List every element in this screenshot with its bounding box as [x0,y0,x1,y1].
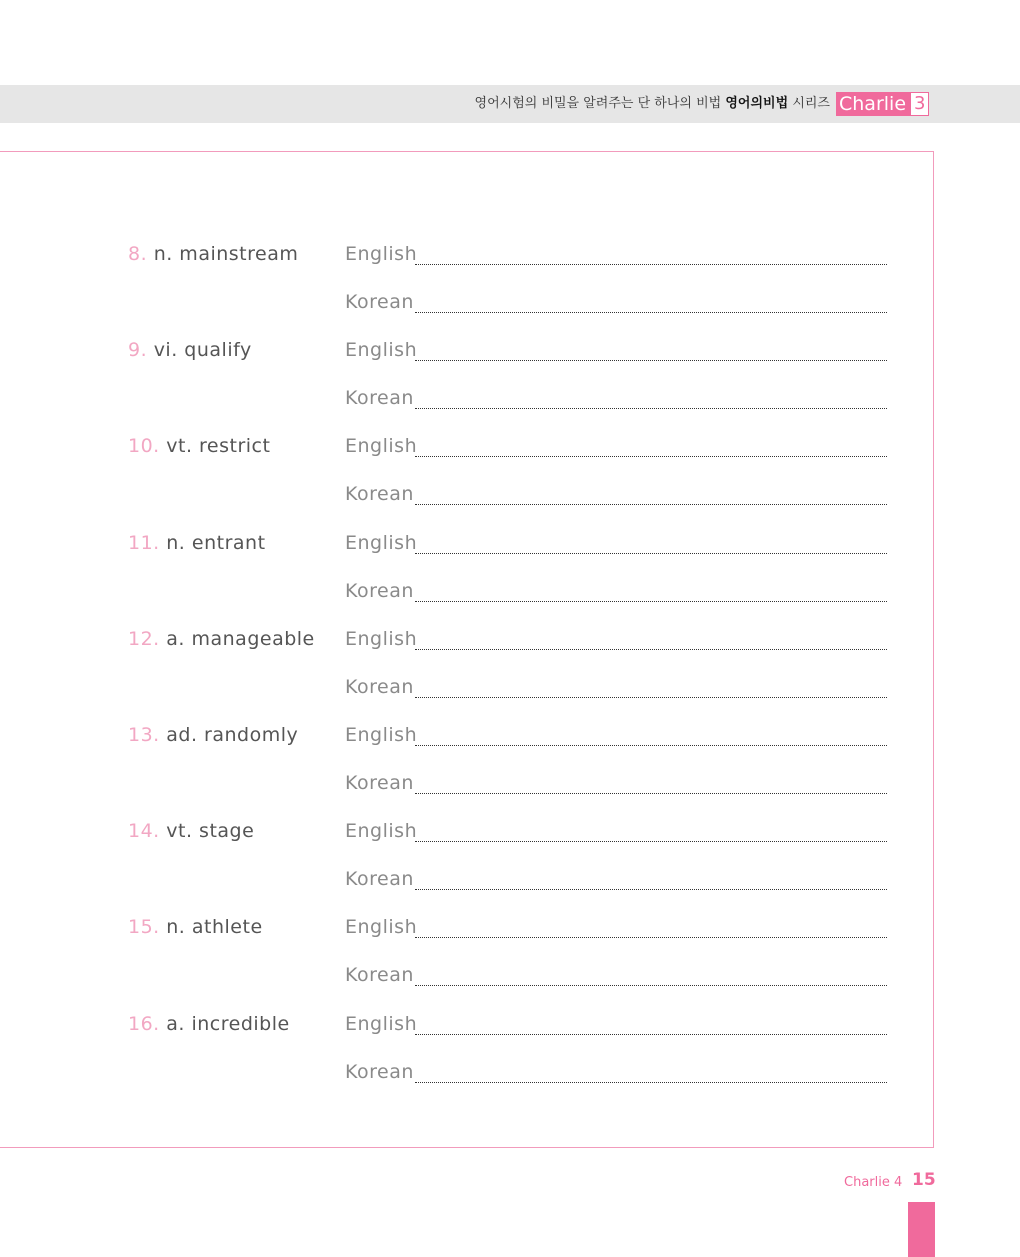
korean-label: Korean [345,964,414,986]
page-number: 15 [912,1170,936,1190]
vocab-word: a. incredible [166,1013,290,1035]
english-label: English [345,435,418,457]
vocab-entry [0,626,1020,656]
english-answer-line[interactable] [415,840,887,842]
vocab-entry-korean [0,770,1020,800]
english-label: English [345,628,418,650]
vocab-number: 10. [128,435,160,457]
korean-label: Korean [345,580,414,602]
vocab-number: 11. [128,532,160,554]
korean-answer-line[interactable] [415,1081,887,1083]
korean-label: Korean [345,291,414,313]
vocab-entry [0,722,1020,752]
korean-label: Korean [345,868,414,890]
english-label: English [345,724,418,746]
vocab-word: n. mainstream [153,243,299,265]
tagline-suffix: 시리즈 [792,96,830,111]
series-name: Charlie [836,92,910,116]
english-answer-line[interactable] [415,936,887,938]
series-number: 3 [910,92,929,116]
vocab-number: 14. [128,820,160,842]
vocab-entry-korean [0,962,1020,992]
english-answer-line[interactable] [415,744,887,746]
vocab-entry [0,433,1020,463]
vocab-entry [0,530,1020,560]
vocab-term [128,530,266,556]
vocab-entry-korean [0,1059,1020,1089]
vocab-term [128,1011,290,1037]
english-answer-line[interactable] [415,359,887,361]
vocab-term [128,433,270,459]
vocab-entry-korean [0,481,1020,511]
english-answer-line[interactable] [415,263,887,265]
header-tagline [475,94,830,114]
english-label: English [345,1013,418,1035]
korean-answer-line[interactable] [415,984,887,986]
english-answer-line[interactable] [415,455,887,457]
english-label: English [345,916,418,938]
vocab-number: 16. [128,1013,160,1035]
korean-answer-line[interactable] [415,888,887,890]
vocab-term [128,241,298,267]
vocab-number: 9. [128,339,148,361]
vocab-word: ad. randomly [166,724,299,746]
vocab-number: 12. [128,628,160,650]
vocab-term [128,626,315,652]
vocab-term [128,914,263,940]
vocab-number: 13. [128,724,160,746]
korean-label: Korean [345,387,414,409]
vocab-entry-korean [0,578,1020,608]
vocab-word: n. athlete [166,916,263,938]
korean-label: Korean [345,483,414,505]
english-label: English [345,339,418,361]
series-logo [836,92,929,116]
vocab-entry [0,337,1020,367]
vocab-word: vt. restrict [166,435,271,457]
vocab-term [128,337,252,363]
vocab-entry-korean [0,674,1020,704]
vocab-entry [0,818,1020,848]
vocab-term [128,818,254,844]
korean-label: Korean [345,1061,414,1083]
korean-answer-line[interactable] [415,600,887,602]
vocab-word: vt. stage [166,820,255,842]
korean-answer-line[interactable] [415,407,887,409]
vocab-word: vi. qualify [153,339,252,361]
vocab-entry [0,1011,1020,1041]
page-tab [908,1202,935,1257]
korean-label: Korean [345,676,414,698]
vocab-entry-korean [0,385,1020,415]
vocab-entry [0,914,1020,944]
vocab-word: n. entrant [166,532,266,554]
korean-answer-line[interactable] [415,311,887,313]
english-label: English [345,532,418,554]
vocab-entry [0,241,1020,271]
english-answer-line[interactable] [415,1033,887,1035]
korean-answer-line[interactable] [415,503,887,505]
vocab-number: 15. [128,916,160,938]
vocab-entry-korean [0,289,1020,319]
english-answer-line[interactable] [415,648,887,650]
vocab-term [128,722,298,748]
vocab-entry-korean [0,866,1020,896]
english-label: English [345,820,418,842]
korean-answer-line[interactable] [415,792,887,794]
vocab-number: 8. [128,243,148,265]
korean-label: Korean [345,772,414,794]
english-label: English [345,243,418,265]
vocab-word: a. manageable [166,628,315,650]
korean-answer-line[interactable] [415,696,887,698]
footer-book-label: Charlie 4 [844,1175,903,1190]
english-answer-line[interactable] [415,552,887,554]
tagline-prefix: 영어시험의 비밀을 알려주는 단 하나의 비법 [474,96,722,111]
tagline-bold: 영어의비법 [725,96,789,111]
